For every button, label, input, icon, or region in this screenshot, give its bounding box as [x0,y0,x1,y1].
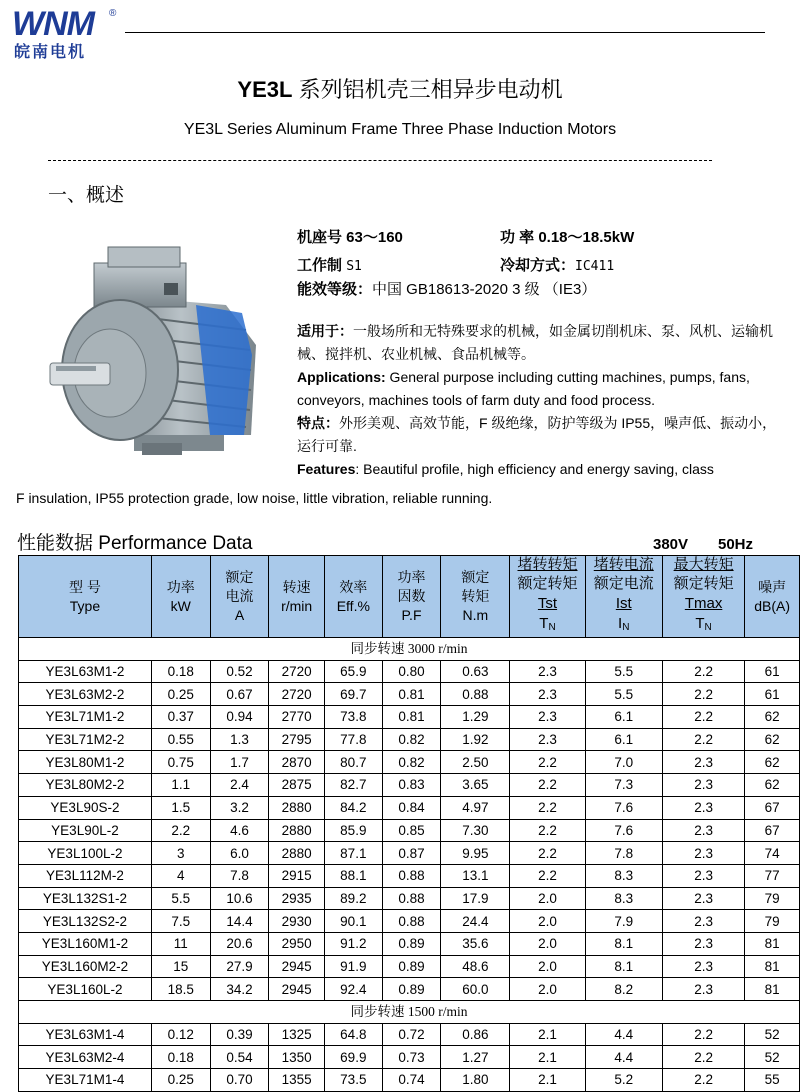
table-cell: 77.8 [324,728,382,751]
table-cell: 2880 [269,796,325,819]
table-cell: 3 [151,842,210,865]
table-cell: 7.6 [585,819,662,842]
motor-image [46,235,272,473]
table-cell: 85.9 [324,819,382,842]
table-cell: 73.8 [324,706,382,729]
table-cell: 81 [745,932,800,955]
table-cell: 2.2 [662,706,744,729]
table-cell: 0.55 [151,728,210,751]
table-cell: 2.1 [510,1069,585,1092]
table-row [19,1023,800,1046]
table-cell: YE3L71M2-2 [19,728,152,751]
table-cell: 2.3 [662,751,744,774]
table-cell: 0.81 [382,706,441,729]
table-cell: 2720 [269,660,325,683]
table-cell: 52 [745,1023,800,1046]
table-cell: 5.5 [151,887,210,910]
table-cell: 24.4 [441,910,510,933]
table-cell: 73.5 [324,1069,382,1092]
col-efficiency: 效率 Eff.% [324,556,382,638]
table-cell: 1.5 [151,796,210,819]
performance-title: 性能数据 Performance Data [17,533,253,554]
features-en-line2: F insulation, IP55 protection grade, low noise, little vibration, reliable running. [16,490,493,506]
table-cell: 65.9 [324,660,382,683]
table-cell: 9.95 [441,842,510,865]
table-cell: 89.2 [324,887,382,910]
table-cell: 6.1 [585,706,662,729]
table-cell: 2.0 [510,955,585,978]
table-cell: 2870 [269,751,325,774]
applications-cn: 适用于：一般场所和无特殊要求的机械，如金属切削机床、泵、风机、运输机械、搅拌机、农业机械、食品机械等。 [297,323,773,362]
table-cell: 7.9 [585,910,662,933]
table-cell: 7.8 [585,842,662,865]
table-cell: 0.72 [382,1023,441,1046]
table-cell: 15 [151,955,210,978]
col-power-factor: 功率 因数 P.F [382,556,441,638]
table-cell: 2945 [269,978,325,1001]
table-cell: 2.2 [662,728,744,751]
table-cell: 7.8 [210,864,269,887]
table-cell: 2935 [269,887,325,910]
table-cell: 0.88 [382,887,441,910]
table-cell: YE3L71M1-2 [19,706,152,729]
table-cell: 2.3 [662,955,744,978]
table-cell: 0.18 [151,660,210,683]
table-row [19,842,800,865]
table-cell: 0.70 [210,1069,269,1092]
table-cell: 2.3 [662,910,744,933]
table-cell: 2.2 [151,819,210,842]
table-cell: 18.5 [151,978,210,1001]
table-cell: YE3L63M2-4 [19,1046,152,1069]
table-cell: 0.89 [382,955,441,978]
table-cell: 69.9 [324,1046,382,1069]
table-cell: 61 [745,660,800,683]
table-cell: YE3L63M1-2 [19,660,152,683]
page-title-cn [0,76,800,104]
table-cell: 2720 [269,683,325,706]
spec-efficiency: 能效等级：中国 GB18613-2020 3 级 （IE3） [297,281,597,298]
table-cell: 20.6 [210,932,269,955]
table-cell: 4.4 [585,1023,662,1046]
table-cell: 0.86 [441,1023,510,1046]
table-cell: 1.80 [441,1069,510,1092]
table-cell: 2880 [269,842,325,865]
table-cell: 4.4 [585,1046,662,1069]
table-cell: 1355 [269,1069,325,1092]
table-cell: 1350 [269,1046,325,1069]
table-cell: 74 [745,842,800,865]
table-cell: 60.0 [441,978,510,1001]
table-cell: 80.7 [324,751,382,774]
table-cell: 0.84 [382,796,441,819]
table-cell: 61 [745,683,800,706]
table-cell: 0.63 [441,660,510,683]
table-cell: 0.25 [151,683,210,706]
table-header-row [19,556,800,638]
table-cell: 0.94 [210,706,269,729]
table-cell: 2.3 [662,796,744,819]
table-cell: 84.2 [324,796,382,819]
table-cell: 2.3 [662,842,744,865]
brand-logo [12,6,124,62]
table-cell: 7.30 [441,819,510,842]
table-row [19,728,800,751]
table-cell: 0.74 [382,1069,441,1092]
table-cell: 2.0 [510,887,585,910]
table-cell: 2.3 [510,706,585,729]
table-row [19,751,800,774]
table-cell: 4.6 [210,819,269,842]
table-cell: 67 [745,796,800,819]
table-cell: YE3L132S2-2 [19,910,152,933]
table-cell: 2770 [269,706,325,729]
table-cell: 2.2 [510,864,585,887]
table-cell: 2.2 [662,660,744,683]
table-cell: 2.2 [510,819,585,842]
table-cell: 2915 [269,864,325,887]
table-cell: 0.88 [382,910,441,933]
table-cell: 0.85 [382,819,441,842]
logo-wordmark: WNM [12,5,94,43]
table-cell: 79 [745,910,800,933]
table-cell: 2.1 [510,1023,585,1046]
table-cell: 0.82 [382,728,441,751]
table-row [19,796,800,819]
table-cell: 2.2 [662,1046,744,1069]
features-cn: 特点：外形美观、高效节能，F 级绝缘，防护等级为 IP55，噪声低、振动小，运行可靠. [297,415,777,454]
speed-group-row [19,638,800,661]
table-cell: YE3L160M2-2 [19,955,152,978]
table-row [19,1069,800,1092]
section-heading: 一、概述 [48,185,125,206]
table-cell: 7.6 [585,796,662,819]
col-locked-rotor-torque: 堵转转矩 额定转矩 Tst $T_N$ [510,556,585,638]
table-cell: 1.3 [210,728,269,751]
table-cell: 5.5 [585,660,662,683]
col-power: 功率 kW [151,556,210,638]
table-cell: 87.1 [324,842,382,865]
table-cell: YE3L63M2-2 [19,683,152,706]
col-torque: 额定 转矩 N.m [441,556,510,638]
table-row [19,774,800,797]
table-cell: 82.7 [324,774,382,797]
table-cell: 2.0 [510,932,585,955]
table-row [19,683,800,706]
table-cell: 1325 [269,1023,325,1046]
table-cell: 2.4 [210,774,269,797]
table-cell: 88.1 [324,864,382,887]
col-current: 额定 电流 A [210,556,269,638]
table-cell: 27.9 [210,955,269,978]
table-cell: 0.82 [382,751,441,774]
table-cell: 8.1 [585,932,662,955]
table-cell: 0.39 [210,1023,269,1046]
table-cell: 55 [745,1069,800,1092]
table-cell: 2950 [269,932,325,955]
table-row [19,955,800,978]
table-cell: 2.3 [662,887,744,910]
table-cell: 2.3 [662,932,744,955]
table-cell: 1.92 [441,728,510,751]
speed-group-row [19,1001,800,1024]
table-cell: 7.0 [585,751,662,774]
table-cell: 0.67 [210,683,269,706]
table-cell: 48.6 [441,955,510,978]
table-cell: 0.73 [382,1046,441,1069]
table-cell: YE3L90L-2 [19,819,152,842]
table-cell: 6.0 [210,842,269,865]
table-cell: YE3L100L-2 [19,842,152,865]
col-speed: 转速 r/min [269,556,325,638]
table-cell: 2.2 [662,683,744,706]
table-cell: YE3L112M-2 [19,864,152,887]
table-cell: 2.2 [510,751,585,774]
table-cell: 2.2 [662,1023,744,1046]
table-cell: 0.18 [151,1046,210,1069]
table-cell: 2930 [269,910,325,933]
table-cell: 7.5 [151,910,210,933]
table-cell: 62 [745,774,800,797]
spec-cooling: 冷却方式：IC411 [500,257,615,274]
title-cn-text: 系列铝机壳三相异步电动机 [298,77,563,102]
description [297,320,777,481]
table-cell: 1.27 [441,1046,510,1069]
table-cell: 2.1 [510,1046,585,1069]
spec-duty: 工作制 S1 [297,257,362,274]
col-breakdown-torque: 最大转矩 额定转矩 Tmax $T_N$ [662,556,744,638]
table-cell: 7.3 [585,774,662,797]
table-cell: 1.29 [441,706,510,729]
table-cell: 91.2 [324,932,382,955]
table-row [19,819,800,842]
table-cell: 5.5 [585,683,662,706]
table-cell: 0.52 [210,660,269,683]
table-cell: YE3L63M1-4 [19,1023,152,1046]
table-cell: 91.9 [324,955,382,978]
table-cell: 2.3 [662,774,744,797]
table-cell: 8.3 [585,864,662,887]
table-cell: 0.37 [151,706,210,729]
table-cell: 11 [151,932,210,955]
table-cell: 0.89 [382,932,441,955]
table-cell: 2795 [269,728,325,751]
table-cell: 14.4 [210,910,269,933]
table-cell: 0.54 [210,1046,269,1069]
table-cell: 52 [745,1046,800,1069]
table-cell: 2.3 [662,978,744,1001]
table-cell: 6.1 [585,728,662,751]
table-cell: 2.2 [662,1069,744,1092]
table-cell: 2.3 [510,728,585,751]
table-cell: 79 [745,887,800,910]
table-cell: 2.2 [510,842,585,865]
brand-name-cn: 皖南电机 [14,44,87,61]
table-cell: 2875 [269,774,325,797]
performance-table [18,555,800,1092]
table-cell: 8.3 [585,887,662,910]
spec-power: 功 率 0.18～18.5kW [500,229,635,246]
table-cell: 62 [745,728,800,751]
voltage-label: 380V [653,536,689,553]
table-cell: 2.2 [510,774,585,797]
page-title-en: YE3L Series Aluminum Frame Three Phase Induction Motors [183,121,617,138]
table-cell: 67 [745,819,800,842]
table-cell: 0.89 [382,978,441,1001]
table-cell: YE3L80M2-2 [19,774,152,797]
col-noise: 噪声 dB(A) [745,556,800,638]
title-model: YE3L [237,77,293,102]
table-cell: YE3L160L-2 [19,978,152,1001]
table-row [19,706,800,729]
table-cell: 13.1 [441,864,510,887]
table-row [19,1046,800,1069]
table-cell: 0.87 [382,842,441,865]
table-cell: YE3L80M1-2 [19,751,152,774]
features-en-line1: Features: Beautiful profile, high efficiency and energy saving, class [297,461,714,477]
table-row [19,978,800,1001]
table-cell: YE3L160M1-2 [19,932,152,955]
speed-group-label: 同步转速 1500 r/min [19,1001,800,1024]
table-cell: 2.3 [662,819,744,842]
col-locked-rotor-current: 堵转电流 额定电流 Ist $I_N$ [585,556,662,638]
table-cell: 17.9 [441,887,510,910]
table-cell: 8.2 [585,978,662,1001]
table-row [19,887,800,910]
table-cell: 81 [745,978,800,1001]
dashed-divider [48,160,712,161]
table-cell: 0.80 [382,660,441,683]
table-cell: 2.0 [510,978,585,1001]
table-cell: 2.2 [510,796,585,819]
table-cell: YE3L90S-2 [19,796,152,819]
speed-group-label: 同步转速 3000 r/min [19,638,800,661]
table-body [19,638,800,1092]
applications-en: Applications: General purpose including cutting machines, pumps, fans, conveyors, machines tools of farm duty and food process. [297,369,750,408]
table-cell: 81 [745,955,800,978]
table-cell: 0.12 [151,1023,210,1046]
table-cell: 10.6 [210,887,269,910]
table-cell: 2.3 [662,864,744,887]
table-cell: 3.65 [441,774,510,797]
table-cell: 2945 [269,955,325,978]
table-cell: 4.97 [441,796,510,819]
table-cell: YE3L132S1-2 [19,887,152,910]
table-cell: 2.0 [510,910,585,933]
table-cell: 62 [745,751,800,774]
table-cell: 2880 [269,819,325,842]
spec-frame: 机座号 63～160 [297,229,403,246]
registered-mark: ® [109,8,117,19]
table-cell: 0.88 [441,683,510,706]
table-row [19,660,800,683]
col-type: 型 号 Type [19,556,152,638]
table-cell: 92.4 [324,978,382,1001]
table-cell: 0.25 [151,1069,210,1092]
table-row [19,910,800,933]
table-cell: 0.83 [382,774,441,797]
table-cell: 34.2 [210,978,269,1001]
table-cell: 2.50 [441,751,510,774]
table-cell: 64.8 [324,1023,382,1046]
table-row [19,932,800,955]
table-cell: 0.75 [151,751,210,774]
table-cell: 0.88 [382,864,441,887]
header-rule [125,32,765,33]
frequency-label: 50Hz [718,536,754,553]
table-cell: 5.2 [585,1069,662,1092]
table-cell: 4 [151,864,210,887]
table-cell: 62 [745,706,800,729]
table-cell: 2.3 [510,660,585,683]
table-cell: 69.7 [324,683,382,706]
table-cell: 2.3 [510,683,585,706]
table-cell: 0.81 [382,683,441,706]
table-cell: 35.6 [441,932,510,955]
table-cell: 77 [745,864,800,887]
table-cell: 8.1 [585,955,662,978]
table-cell: YE3L71M1-4 [19,1069,152,1092]
table-cell: 90.1 [324,910,382,933]
table-row [19,864,800,887]
table-cell: 3.2 [210,796,269,819]
table-cell: 1.7 [210,751,269,774]
table-cell: 1.1 [151,774,210,797]
